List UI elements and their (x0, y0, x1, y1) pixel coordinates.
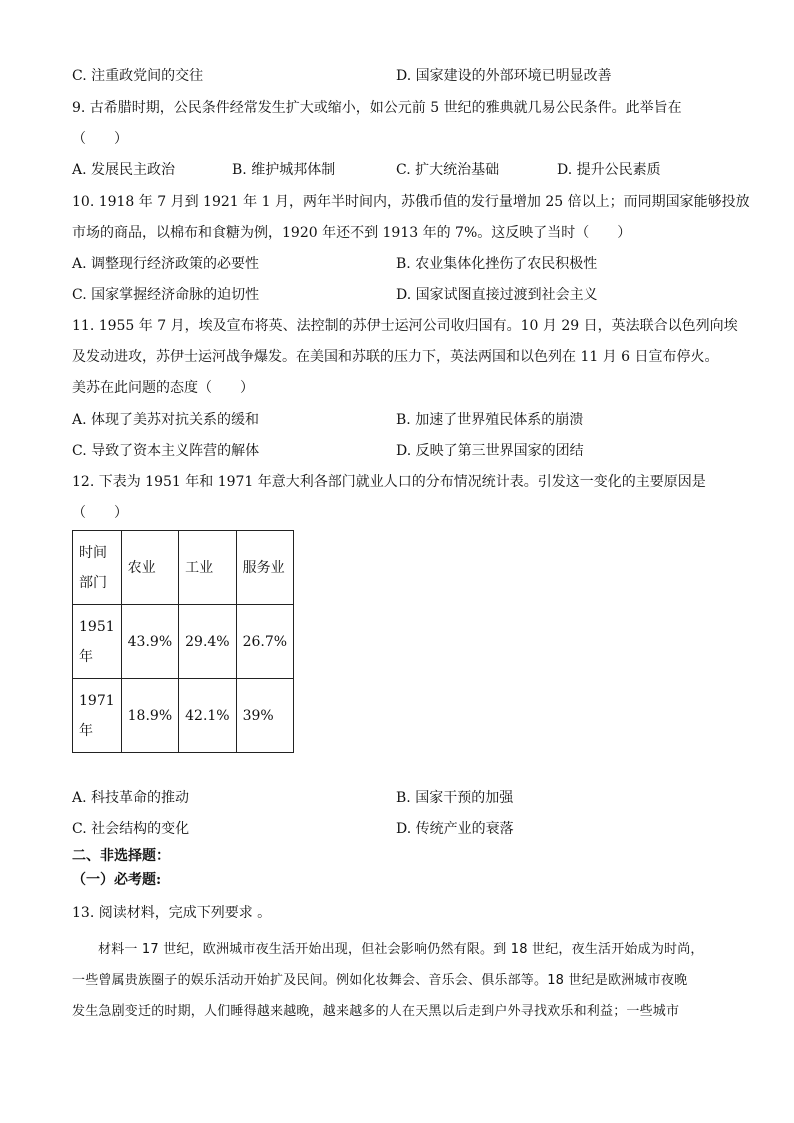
table-cell: 42.1% (179, 679, 236, 753)
q11-stem-line3: 美苏在此问题的态度（ ） (72, 380, 254, 396)
section-title: 二、非选择题： (72, 848, 170, 864)
corner-label-sector: 部门 (79, 574, 107, 591)
table-cell: 18.9% (121, 679, 178, 753)
q11-option-b: B. 加速了世界殖民体系的崩溃 (396, 412, 584, 428)
q9-option-d: D. 提升公民素质 (557, 162, 661, 178)
q8-option-d: D. 国家建设的外部环境已明显改善 (396, 68, 612, 84)
q9-stem: 9. 古希腊时期，公民条件经常发生扩大或缩小，如公元前 5 世纪的雅典就几易公民条件。此举旨在 (72, 100, 682, 116)
table-cell: 43.9% (121, 605, 178, 679)
q8-option-c: C. 注重政党间的交往 (72, 68, 204, 84)
table-cell: 39% (236, 679, 293, 753)
section-subtitle: （一）必考题: (72, 872, 162, 888)
q13-material-line3: 发生急剧变迁的时期，人们睡得越来越晚，越来越多的人在天黑以后走到户外寻找欢乐和利益；一些城市 (72, 1004, 680, 1019)
row-year-unit: 年 (79, 648, 93, 665)
q10-option-d: D. 国家试图直接过渡到社会主义 (396, 287, 598, 303)
q9-stem-bracket: （ ） (72, 131, 128, 147)
q12-option-d: D. 传统产业的衰落 (396, 821, 514, 837)
header-industry: 工业 (179, 531, 236, 605)
q9-option-a: A. 发展民主政治 (72, 162, 176, 178)
q11-stem-line1: 11. 1955 年 7 月，埃及宣布将英、法控制的苏伊士运河公司收归国有。10 月 29 日，英法联合以色列向埃 (72, 318, 738, 334)
table-cell: 29.4% (179, 605, 236, 679)
header-services: 服务业 (236, 531, 293, 605)
q11-option-a: A. 体现了美苏对抗关系的缓和 (72, 412, 260, 428)
table-row (73, 605, 294, 679)
q9-option-b: B. 维护城邦体制 (232, 162, 336, 178)
q12-stem: 12. 下表为 1951 年和 1971 年意大利各部门就业人口的分布情况统计表。引发这一变化的主要原因是 (72, 474, 706, 490)
q11-stem-line2: 及发动进攻，苏伊士运河战争爆发。在美国和苏联的压力下，英法两国和以色列在 11 月 6 日宣布停火。 (72, 349, 719, 365)
q10-stem-line2: 市场的商品，以棉布和食糖为例，1920 年还不到 1913 年的 7%。这反映了当时（ ） (72, 225, 632, 241)
table-row (73, 679, 294, 753)
table-header-row (73, 531, 294, 605)
table-corner-cell (73, 531, 122, 605)
q11-option-d: D. 反映了第三世界国家的团结 (396, 443, 584, 459)
q12-option-a: A. 科技革命的推动 (72, 790, 190, 806)
q10-option-b: B. 农业集体化挫伤了农民积极性 (396, 256, 598, 272)
q13-stem: 13. 阅读材料，完成下列要求 。 (72, 905, 272, 921)
row-year-cell (73, 679, 122, 753)
q12-stem-bracket: （ ） (72, 505, 128, 521)
q10-stem-line1: 10. 1918 年 7 月到 1921 年 1 月，两年半时间内，苏俄币值的发行量增加 25 倍以上；而同期国家能够投放 (72, 194, 750, 210)
row-year: 1971 (79, 692, 115, 709)
corner-label-time: 时间 (79, 544, 107, 561)
row-year: 1951 (79, 618, 115, 635)
table-cell: 26.7% (236, 605, 293, 679)
q13-material-line2: 一些曾属贵族圈子的娱乐活动开始扩及民间。例如化妆舞会、音乐会、俱乐部等。18 世纪是欧洲城市夜晚 (72, 973, 688, 988)
q10-option-c: C. 国家掌握经济命脉的迫切性 (72, 287, 260, 303)
employment-table (72, 530, 294, 753)
row-year-unit: 年 (79, 722, 93, 739)
row-year-cell (73, 605, 122, 679)
header-agriculture: 农业 (121, 531, 178, 605)
q10-option-a: A. 调整现行经济政策的必要性 (72, 256, 260, 272)
q11-option-c: C. 导致了资本主义阵营的解体 (72, 443, 260, 459)
q9-option-c: C. 扩大统治基础 (396, 162, 500, 178)
q13-material-line1: 材料一 17 世纪，欧洲城市夜生活开始出现，但社会影响仍然有限。到 18 世纪，夜生活开始成为时尚， (98, 942, 704, 957)
q12-option-c: C. 社会结构的变化 (72, 821, 190, 837)
q12-option-b: B. 国家干预的加强 (396, 790, 514, 806)
